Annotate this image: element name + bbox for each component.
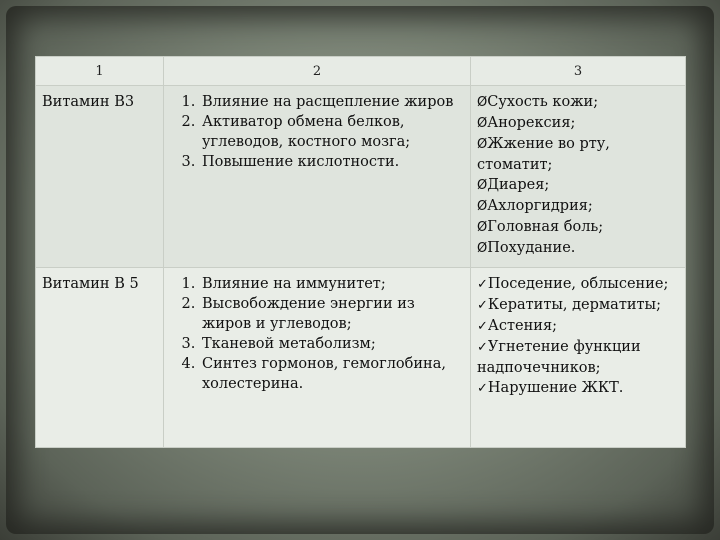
list-item bbox=[477, 274, 681, 295]
list-item bbox=[477, 175, 681, 196]
table-header-row bbox=[36, 57, 686, 86]
symptoms-cell bbox=[471, 268, 686, 448]
symptom-text: Анорексия; bbox=[487, 115, 576, 131]
checkmark-bullet-icon: ✓ bbox=[477, 340, 488, 355]
symptoms-list bbox=[477, 274, 681, 399]
symptom-text: Поседение, облысение; bbox=[487, 276, 669, 292]
header-col-2: 2 bbox=[164, 57, 471, 86]
checkmark-bullet-icon: ✓ bbox=[477, 381, 488, 396]
arrow-bullet-icon: Ø bbox=[477, 199, 488, 214]
symptom-text: Диарея; bbox=[487, 177, 550, 193]
list-item: 4. Синтез гормонов, гемоглобина, холестерина. bbox=[200, 354, 466, 394]
table-row bbox=[36, 86, 686, 268]
checkmark-bullet-icon: ✓ bbox=[477, 298, 488, 313]
symptom-text: Похудание. bbox=[487, 240, 576, 256]
list-item bbox=[477, 134, 681, 175]
list-item bbox=[477, 316, 681, 337]
list-item bbox=[477, 295, 681, 316]
symptom-text: Астения; bbox=[487, 318, 557, 334]
arrow-bullet-icon: Ø bbox=[477, 95, 488, 110]
symptom-text: Нарушение ЖКТ. bbox=[487, 380, 624, 396]
checkmark-bullet-icon: ✓ bbox=[477, 277, 488, 292]
arrow-bullet-icon: Ø bbox=[477, 116, 488, 131]
list-item bbox=[477, 217, 681, 238]
symptom-text: Жжение во рту, стоматит; bbox=[477, 136, 610, 173]
symptom-text: Сухость кожи; bbox=[487, 94, 599, 110]
symptom-text: Ахлоргидрия; bbox=[487, 198, 593, 214]
effects-list bbox=[170, 92, 466, 172]
symptoms-cell bbox=[471, 86, 686, 268]
list-item bbox=[477, 337, 681, 378]
arrow-bullet-icon: Ø bbox=[477, 137, 488, 152]
vitamin-name: Витамин В3 bbox=[36, 86, 164, 268]
list-item: 1. Влияние на иммунитет; bbox=[200, 274, 466, 294]
list-item bbox=[477, 238, 681, 259]
symptom-text: Кератиты, дерматиты; bbox=[487, 297, 661, 313]
effects-cell bbox=[164, 268, 471, 448]
symptom-text: Головная боль; bbox=[487, 219, 604, 235]
effects-list bbox=[170, 274, 466, 394]
list-item bbox=[477, 92, 681, 113]
symptoms-list bbox=[477, 92, 681, 259]
arrow-bullet-icon: Ø bbox=[477, 220, 488, 235]
list-item: 3. Тканевой метаболизм; bbox=[200, 334, 466, 354]
header-col-3: 3 bbox=[471, 57, 686, 86]
list-item bbox=[477, 378, 681, 399]
symptom-text: Угнетение функции надпочечников; bbox=[477, 339, 641, 376]
list-item: 2. Активатор обмена белков, углеводов, костного мозга; bbox=[200, 112, 466, 152]
arrow-bullet-icon: Ø bbox=[477, 178, 488, 193]
vitamin-name: Витамин В 5 bbox=[36, 268, 164, 448]
table-row bbox=[36, 268, 686, 448]
effects-cell bbox=[164, 86, 471, 268]
checkmark-bullet-icon: ✓ bbox=[477, 319, 488, 334]
list-item: 3. Повышение кислотности. bbox=[200, 152, 466, 172]
list-item bbox=[477, 113, 681, 134]
list-item: 2. Высвобождение энергии из жиров и углеводов; bbox=[200, 294, 466, 334]
list-item: 1. Влияние на расщепление жиров bbox=[200, 92, 466, 112]
vitamin-table bbox=[35, 56, 686, 448]
header-col-1: 1 bbox=[36, 57, 164, 86]
list-item bbox=[477, 196, 681, 217]
arrow-bullet-icon: Ø bbox=[477, 241, 488, 256]
